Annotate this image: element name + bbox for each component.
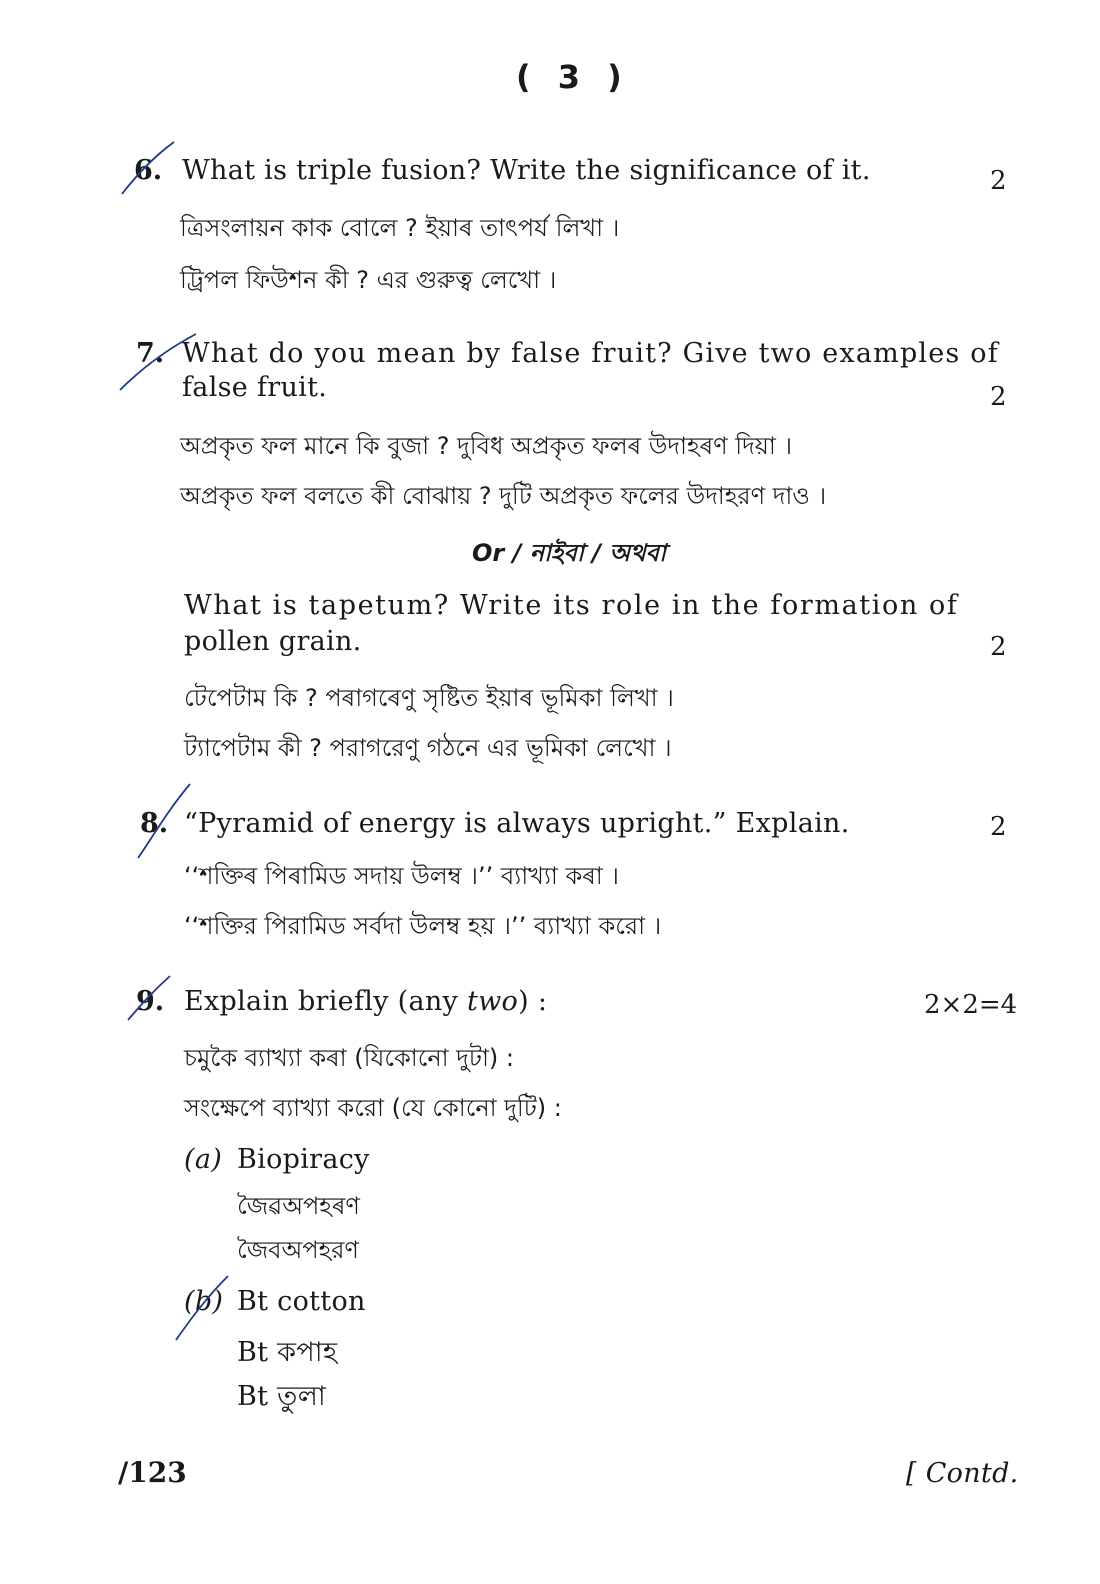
question-8-text-as: ‘‘শক্তিৰ পিৰামিড সদায় উলম্ব ।’’ ব্যাখ্যা কৰা ।: [184, 862, 619, 890]
question-7-text-as: অপ্ৰকৃত ফল মানে কি বুজা ? দুবিধ অপ্ৰকৃত ফলৰ উদাহৰণ দিয়া ।: [180, 432, 793, 460]
question-6-number: 6.: [134, 155, 163, 186]
question-7-text-en-line2: false fruit.: [182, 372, 328, 403]
pen-tick-mark-q6: [118, 140, 178, 200]
question-9-text-bn: সংক্ষেপে ব্যাখ্যা করো (যে কোনো দুটি) :: [184, 1094, 562, 1122]
pen-tick-mark-q9: [124, 974, 174, 1024]
question-9-text-en-prefix: Explain briefly (any: [184, 986, 467, 1017]
part-a-text-as: জৈৱঅপহৰণ: [237, 1192, 360, 1220]
question-8-text-bn: ‘‘শক্তির পিরামিড সর্বদা উলম্ব হয় ।’’ ব্যাখ্যা করো ।: [184, 912, 662, 940]
question-9-number: 9.: [136, 986, 165, 1017]
question-8-text-en: “Pyramid of energy is always upright.” Explain.: [184, 808, 850, 839]
question-9-text-as: চমুকৈ ব্যাখ্যা কৰা (যিকোনো দুটা) :: [184, 1044, 514, 1072]
question-7-text-en-line1: What do you mean by false fruit? Give two examples of: [182, 338, 999, 369]
question-7-number: 7.: [136, 338, 165, 369]
question-8-number: 8.: [140, 808, 169, 839]
pen-tick-mark-q7: [118, 332, 198, 392]
part-b-text-en: Bt cotton: [237, 1286, 366, 1317]
part-b-label: (b): [184, 1286, 224, 1317]
or-separator: Or / নাইবা / অথবা: [472, 539, 666, 567]
part-a-text-en: Biopiracy: [237, 1144, 370, 1175]
question-9-text-en: [184, 986, 547, 1017]
question-6-text-bn: ট্রিপল ফিউশন কী ? এর গুরুত্ব লেখো ।: [180, 266, 557, 294]
question-7-alt-text-en-line1: What is tapetum? Write its role in the formation of: [184, 590, 959, 621]
part-b-text-bn: Bt তুলা: [237, 1381, 326, 1412]
question-7-alt-text-as: টেপেটাম কি ? পৰাগৰেণু সৃষ্টিত ইয়াৰ ভূমিকা লিখা ।: [184, 684, 674, 712]
question-6-text-as: ত্ৰিসংলায়ন কাক বোলে ? ইয়াৰ তাৎপৰ্য লিখা ।: [180, 214, 620, 242]
part-b-text-as: Bt কপাহ: [237, 1337, 338, 1368]
footer-paper-code: /123: [118, 1456, 187, 1489]
footer-contd: [ Contd.: [906, 1458, 1019, 1489]
question-6-marks: 2: [990, 166, 1007, 196]
question-9-text-en-italic: two: [466, 986, 519, 1017]
question-8-marks: 2: [990, 812, 1007, 842]
question-7-alt-text-en-line2: pollen grain.: [184, 626, 362, 657]
question-7-marks: 2: [990, 382, 1007, 412]
question-7-alt-marks: 2: [990, 632, 1007, 662]
pen-tick-mark-part-b: [172, 1274, 232, 1344]
pen-tick-mark-q8: [134, 782, 194, 862]
part-a-label: (a): [184, 1144, 223, 1175]
question-9-marks: 2×2=4: [924, 990, 1018, 1020]
question-6-text-en: What is triple fusion? Write the significance of it.: [182, 155, 871, 186]
question-9-text-en-suffix: ) :: [518, 986, 548, 1017]
part-a-text-bn: জৈবঅপহরণ: [237, 1236, 359, 1264]
question-7-text-bn: অপ্রকৃত ফল বলতে কী বোঝায় ? দুটি অপ্রকৃত ফলের উদাহরণ দাও ।: [180, 482, 827, 510]
question-7-alt-text-bn: ট্যাপেটাম কী ? পরাগরেণু গঠনে এর ভূমিকা লেখো ।: [184, 734, 672, 762]
page-number: ( 3 ): [516, 58, 630, 96]
